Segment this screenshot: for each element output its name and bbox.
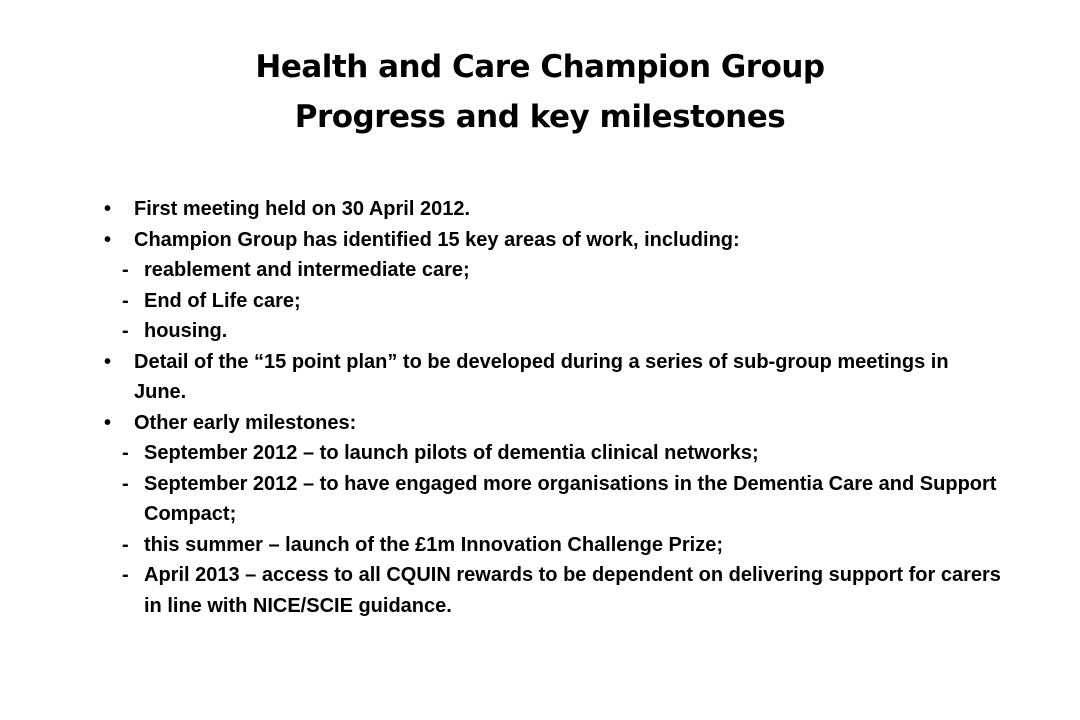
bullet-text: Detail of the “15 point plan” to be developed during a series of sub-group meetings in June. <box>134 350 949 403</box>
bullet-item-key-areas <box>104 225 1004 256</box>
sub-item <box>104 316 1004 347</box>
title-line-2: Progress and key milestones <box>294 99 786 135</box>
dash-icon: - <box>122 442 129 464</box>
dash-icon: - <box>122 472 129 495</box>
sub-item <box>104 469 1004 530</box>
bullet-item-first-meeting <box>104 194 1004 225</box>
sub-item-text: September 2012 – to have engaged more organisations in the Dementia Care and Support Compact; <box>144 472 997 525</box>
sub-item <box>104 530 1004 561</box>
sub-list-key-areas <box>104 255 1004 347</box>
dash-icon: - <box>122 320 129 342</box>
dash-icon: - <box>122 259 129 281</box>
dash-icon: - <box>122 289 129 312</box>
sub-list-milestones <box>104 438 1004 621</box>
sub-item-text: this summer – launch of the £1m Innovation Challenge Prize; <box>144 533 724 556</box>
sub-item-text: September 2012 – to launch pilots of dementia clinical networks; <box>144 442 759 464</box>
sub-item <box>104 560 1004 621</box>
bullet-text: Other early milestones: <box>134 411 357 434</box>
bullet-icon: • <box>104 411 112 434</box>
bullet-icon: • <box>104 228 112 251</box>
bullet-list <box>104 194 1004 621</box>
bullet-icon: • <box>104 350 112 373</box>
bullet-icon: • <box>104 198 112 220</box>
sub-list-container <box>104 255 1004 347</box>
sub-item <box>104 255 1004 286</box>
bullet-item-milestones <box>104 408 1004 439</box>
sub-item-text: April 2013 – access to all CQUIN rewards to be dependent on delivering support for carers in line with NICE/SCIE guidance. <box>144 564 1001 617</box>
bullet-item-15-point-plan <box>104 347 1004 408</box>
sub-item <box>104 438 1004 469</box>
title-line-1: Health and Care Champion Group <box>255 49 825 85</box>
sub-item-text: End of Life care; <box>144 289 301 312</box>
sub-item-text: reablement and intermediate care; <box>144 259 470 281</box>
slide-title <box>0 42 1080 142</box>
bullet-text: Champion Group has identified 15 key areas of work, including: <box>134 228 740 251</box>
dash-icon: - <box>122 533 129 556</box>
sub-item-text: housing. <box>144 320 228 342</box>
bullet-text: First meeting held on 30 April 2012. <box>134 198 471 220</box>
sub-item <box>104 286 1004 317</box>
sub-list-container <box>104 438 1004 621</box>
dash-icon: - <box>122 564 129 586</box>
